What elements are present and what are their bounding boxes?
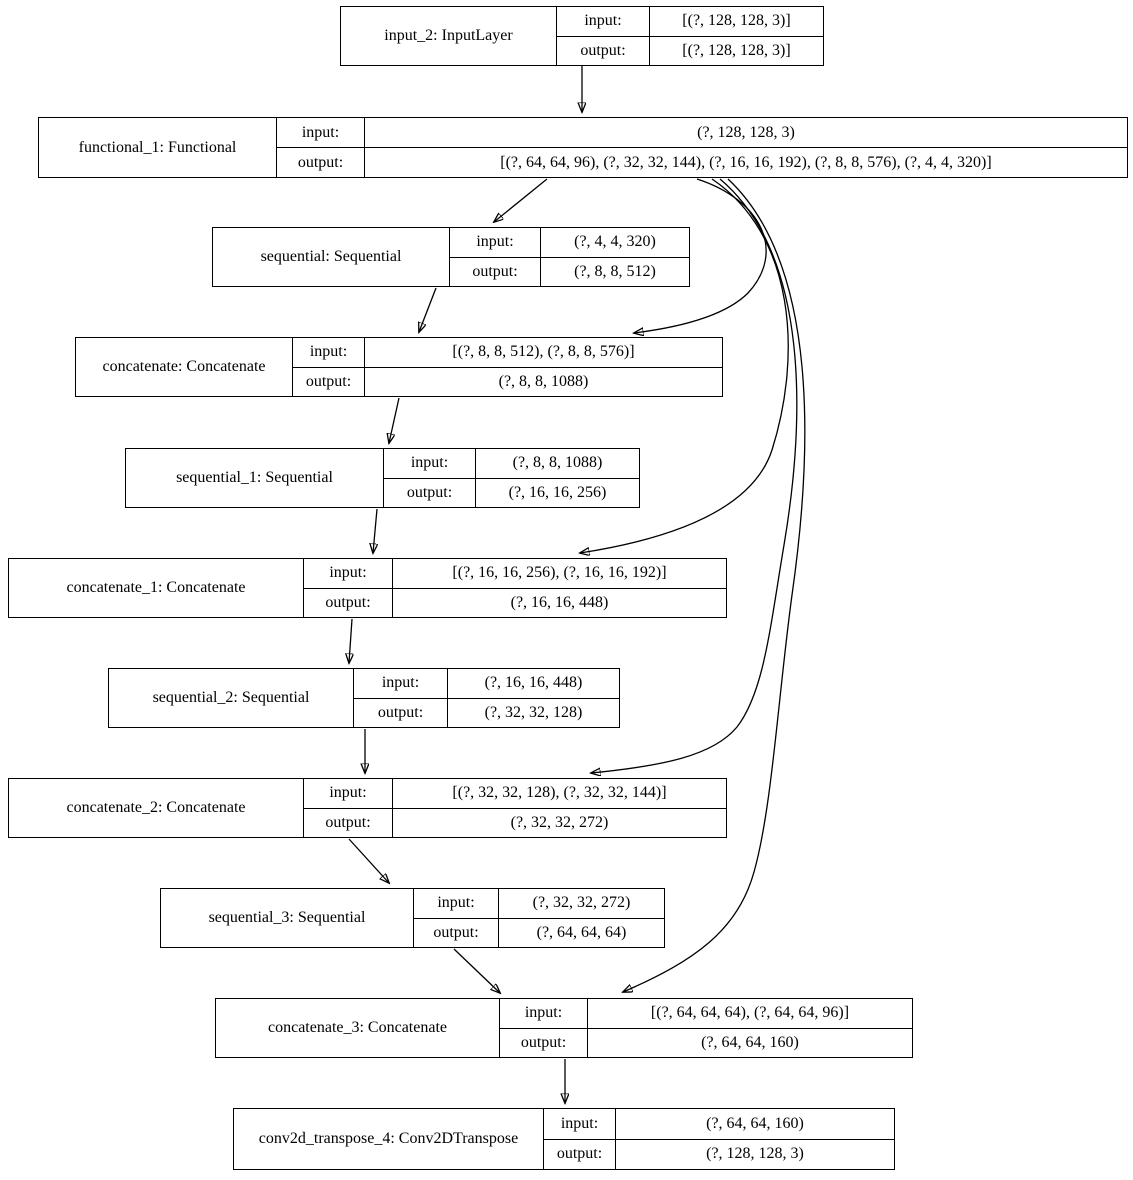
- node-sequential-2: [108, 668, 620, 728]
- output-key: output:: [377, 703, 424, 721]
- output-shape: [(?, 128, 128, 3)]: [682, 41, 791, 59]
- input-key: input:: [304, 779, 392, 809]
- input-shape: [(?, 32, 32, 128), (?, 32, 32, 144)]: [393, 779, 726, 809]
- input-key: input:: [277, 118, 364, 148]
- edge-sequential-3-to-concatenate-3: [454, 949, 500, 993]
- output-shape: [(?, 64, 64, 96), (?, 32, 32, 144), (?, 16, 16, 192), (?, 8, 8, 576), (?, 4, 4, 320)]: [500, 153, 992, 171]
- output-key: output:: [433, 923, 479, 941]
- edge-functional-1-to-sequential: [494, 179, 547, 222]
- output-shape: (?, 16, 16, 448): [510, 593, 609, 611]
- output-key: output:: [580, 41, 626, 59]
- input-key: input:: [384, 449, 475, 479]
- input-shape: [(?, 16, 16, 256), (?, 16, 16, 192)]: [393, 559, 726, 589]
- layer-title: concatenate: Concatenate: [76, 338, 293, 396]
- input-key: input:: [293, 338, 364, 368]
- output-shape: (?, 8, 8, 1088): [498, 372, 589, 390]
- output-shape: (?, 128, 128, 3): [706, 1145, 804, 1163]
- layer-title: sequential_3: Sequential: [161, 889, 414, 947]
- node-sequential: [212, 227, 690, 287]
- input-key: input:: [450, 228, 540, 258]
- edge-concatenate-1-to-sequential-2: [349, 619, 352, 663]
- node-concatenate-3: [215, 998, 913, 1058]
- edge-concatenate-2-to-sequential-3: [349, 839, 389, 883]
- layer-title: concatenate_3: Concatenate: [216, 999, 500, 1057]
- edge-sequential-1-to-concatenate-1: [373, 509, 377, 553]
- output-shape: (?, 64, 64, 160): [701, 1033, 799, 1051]
- node-input-2: [340, 6, 824, 66]
- output-key: output:: [325, 593, 371, 611]
- input-key: input:: [304, 559, 392, 589]
- input-shape: [(?, 8, 8, 512), (?, 8, 8, 576)]: [365, 338, 722, 368]
- output-key: output:: [472, 262, 518, 280]
- output-key: output:: [520, 1033, 567, 1051]
- input-key: input:: [557, 7, 649, 37]
- output-key: output:: [297, 153, 344, 171]
- output-shape: (?, 64, 64, 64): [536, 923, 627, 941]
- output-shape: (?, 32, 32, 128): [484, 703, 583, 721]
- output-shape: (?, 16, 16, 256): [508, 483, 607, 501]
- input-shape: [(?, 128, 128, 3)]: [650, 7, 823, 37]
- node-concatenate-2: [8, 778, 727, 838]
- input-shape: (?, 4, 4, 320): [541, 228, 689, 258]
- input-shape: (?, 8, 8, 1088): [476, 449, 639, 479]
- layer-title: sequential_2: Sequential: [109, 669, 354, 727]
- edge-sequential-to-concatenate: [419, 288, 436, 332]
- input-shape: (?, 128, 128, 3): [365, 118, 1127, 148]
- output-shape: (?, 8, 8, 512): [574, 262, 656, 280]
- layer-title: concatenate_1: Concatenate: [9, 559, 304, 617]
- input-shape: (?, 16, 16, 448): [448, 669, 619, 699]
- layer-title: sequential_1: Sequential: [126, 449, 384, 507]
- node-concatenate-1: [8, 558, 727, 618]
- edge-concatenate-to-sequential-1: [389, 398, 399, 443]
- layer-title: functional_1: Functional: [39, 118, 277, 177]
- input-shape: (?, 32, 32, 272): [499, 889, 664, 919]
- node-sequential-1: [125, 448, 640, 508]
- input-key: input:: [354, 669, 447, 699]
- layer-title: input_2: InputLayer: [341, 7, 557, 65]
- output-key: output:: [305, 372, 352, 390]
- input-shape: [(?, 64, 64, 64), (?, 64, 64, 96)]: [588, 999, 912, 1029]
- output-key: output:: [406, 483, 453, 501]
- output-key: output:: [556, 1145, 603, 1163]
- output-key: output:: [325, 813, 371, 831]
- layer-title: sequential: Sequential: [213, 228, 450, 286]
- layer-title: concatenate_2: Concatenate: [9, 779, 304, 837]
- input-shape: (?, 64, 64, 160): [616, 1109, 894, 1140]
- input-key: input:: [500, 999, 587, 1029]
- output-shape: (?, 32, 32, 272): [510, 813, 609, 831]
- layer-title: conv2d_transpose_4: Conv2DTranspose: [234, 1109, 544, 1169]
- input-key: input:: [414, 889, 498, 919]
- node-functional-1: [38, 117, 1128, 178]
- node-concatenate: [75, 337, 723, 397]
- node-conv2d-transpose-4: [233, 1108, 895, 1170]
- node-sequential-3: [160, 888, 665, 948]
- input-key: input:: [544, 1109, 615, 1140]
